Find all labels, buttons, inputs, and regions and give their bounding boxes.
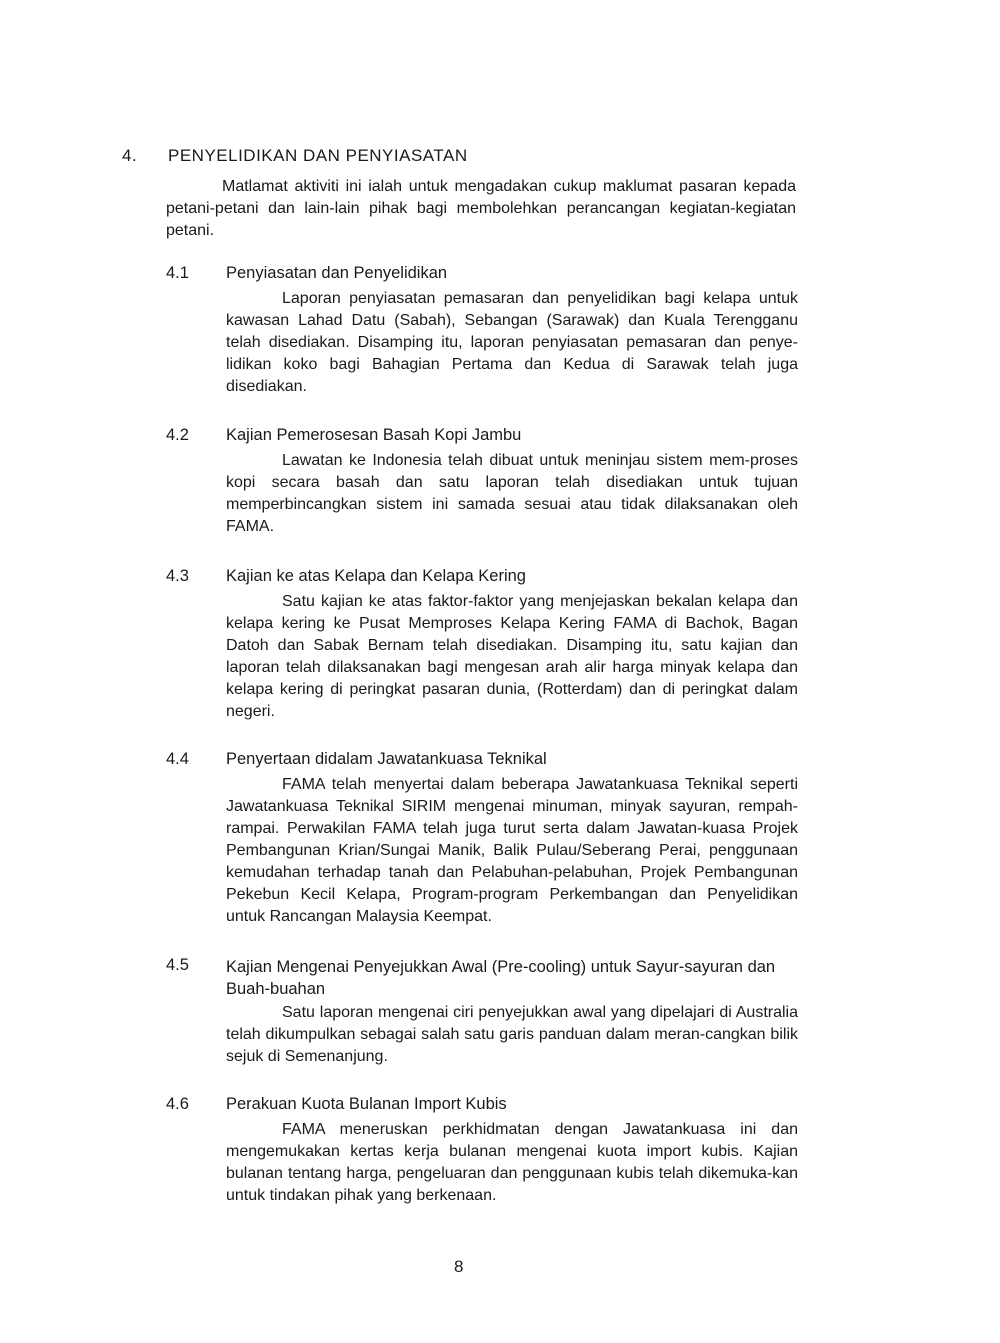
- subsection-4-1: [166, 264, 798, 398]
- subsection-body: Satu kajian ke atas faktor-faktor yang menjejaskan bekalan kelapa dan kelapa kering ke Pusat Memproses Kelapa Kering FAMA di Bachok, Bagan Datoh dan Sabak Bernam telah disediakan. Disamping itu, satu kajian dan laporan telah dilaksanakan bagi mengesan arah alir harga minyak kelapa dan kelapa kering di peringkat pasaran dunia, (Rotterdam) dan di peringkat dalam negeri.: [226, 593, 798, 720]
- subsection-heading: [166, 1095, 798, 1119]
- subsection-4-6: [166, 1095, 798, 1207]
- subsection-body: Lawatan ke Indonesia telah dibuat untuk meninjau sistem mem-proses kopi secara basah dan satu laporan telah disediakan untuk tujuan memperbincangkan sistem ini samada sesuai atau tidak dilaksanakan oleh FAMA.: [226, 452, 798, 535]
- subsection-body: Satu laporan mengenai ciri penyejukkan awal yang dipelajari di Australia telah dikumpulkan sebagai salah satu garis panduan dalam meran-cangkan bilik sejuk di Semenanjung.: [226, 1004, 798, 1065]
- subsection-title: Kajian ke atas Kelapa dan Kelapa Kering: [226, 567, 526, 585]
- section-heading: [122, 146, 468, 166]
- subsection-heading: [166, 750, 798, 774]
- section-title: PENYELIDIKAN DAN PENYIASATAN: [168, 146, 468, 165]
- subsection-body: FAMA telah menyertai dalam beberapa Jawatankuasa Teknikal seperti Jawatankuasa Teknikal SIRIM mengenai minuman, minyak sayuran, rempah-rampai. Perwakilan FAMA telah juga turut serta dalam Jawatan-kuasa Projek Pembangunan Krian/Sungai Manik, Balik Pulau/Seberang Perai, penggunaan kemudahan terhadap tanah dan Pelabuhan-pelabuhan, Projek Pembangunan Pekebun Kecil Kelapa, Program-program Perkembangan dan Penyelidikan untuk Rancangan Malaysia Keempat.: [226, 776, 798, 925]
- subsection-4-2: [166, 426, 798, 538]
- subsection-heading: [166, 426, 798, 450]
- subsection-heading: [166, 956, 798, 1002]
- subsection-heading: [166, 264, 798, 288]
- subsection-body: Laporan penyiasatan pemasaran dan penyelidikan bagi kelapa untuk kawasan Lahad Datu (Sabah), Sebangan (Sarawak) dan Kuala Terengganu telah disediakan. Disamping itu, laporan penyiasatan pemasaran dan penye-lidikan koko bagi Bahagian Pertama dan Kedua di Sarawak telah juga disediakan.: [226, 290, 798, 395]
- subsection-heading: [166, 567, 798, 591]
- subsection-number: 4.2: [166, 426, 189, 444]
- subsection-4-5: [166, 956, 798, 1068]
- subsection-title: Kajian Mengenai Penyejukkan Awal (Pre-cooling) untuk Sayur-sayuran dan Buah-buahan: [226, 958, 776, 998]
- subsection-title: Perakuan Kuota Bulanan Import Kubis: [226, 1095, 507, 1113]
- page-number: 8: [454, 1257, 464, 1276]
- subsection-title: Kajian Pemerosesan Basah Kopi Jambu: [226, 426, 522, 444]
- subsection-body: FAMA meneruskan perkhidmatan dengan Jawatankuasa ini dan mengemukakan kertas kerja bulanan mengenai kuota import kubis. Kajian bulanan tentang harga, pengeluaran dan penggunaan kubis telah dikemuka-kan untuk tindakan pihak yang berkenaan.: [226, 1121, 798, 1204]
- subsection-4-3: [166, 567, 798, 723]
- subsection-number: 4.1: [166, 264, 189, 282]
- intro-paragraph: Matlamat aktiviti ini ialah untuk mengadakan cukup maklumat pasaran kepada petani-petani dan lain-lain pihak bagi membolehkan perancangan kegiatan-kegiatan petani.: [166, 178, 796, 239]
- subsection-number: 4.5: [166, 956, 189, 974]
- section-number: 4.: [122, 146, 138, 165]
- subsection-title: Penyiasatan dan Penyelidikan: [226, 264, 448, 282]
- subsection-number: 4.4: [166, 750, 189, 768]
- subsection-title: Penyertaan didalam Jawatankuasa Teknikal: [226, 750, 547, 768]
- subsection-4-4: [166, 750, 798, 928]
- subsection-number: 4.6: [166, 1095, 189, 1113]
- subsection-number: 4.3: [166, 567, 189, 585]
